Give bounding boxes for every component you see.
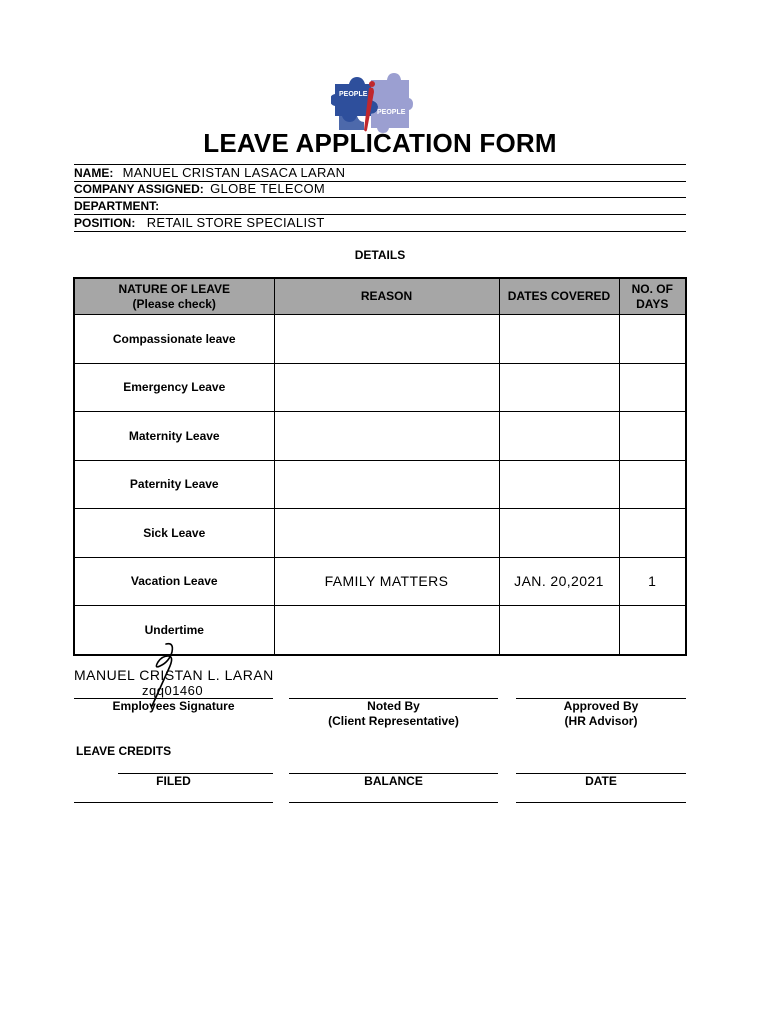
- employee-signature-label: [74, 699, 273, 714]
- logo-figure-head: [369, 81, 375, 87]
- header-no-of-days: [619, 278, 686, 315]
- leave-type-cell[interactable]: Paternity Leave: [74, 460, 274, 509]
- reason-cell[interactable]: [274, 606, 499, 655]
- dates-cell[interactable]: [499, 606, 619, 655]
- company-label: COMPANY ASSIGNED:: [74, 182, 204, 196]
- table-row: [74, 412, 686, 461]
- days-cell[interactable]: [619, 412, 686, 461]
- noted-by-line1: Noted By: [367, 699, 420, 713]
- department-label: DEPARTMENT:: [74, 199, 160, 213]
- table-row: [74, 315, 686, 364]
- header-dates-covered: DATES COVERED: [499, 278, 619, 315]
- header-nature-line2: (Please check): [132, 296, 216, 311]
- position-label: POSITION:: [74, 216, 136, 230]
- leave-credits-heading: LEAVE CREDITS: [76, 744, 172, 758]
- leave-type-cell[interactable]: Undertime: [74, 606, 274, 655]
- company-row: [74, 181, 686, 198]
- company-value[interactable]: GLOBE TELECOM: [210, 181, 326, 196]
- leave-type-cell[interactable]: Maternity Leave: [74, 412, 274, 461]
- table-row: [74, 557, 686, 606]
- filed-label: FILED: [156, 774, 191, 788]
- table-header-row: [74, 278, 686, 315]
- logo-word-top: PEOPLE: [339, 91, 368, 98]
- header-days-line1: NO. OF: [631, 281, 673, 296]
- days-cell[interactable]: [619, 606, 686, 655]
- approved-by-line2: (HR Advisor): [564, 714, 638, 728]
- dates-cell[interactable]: [499, 460, 619, 509]
- days-cell[interactable]: [619, 509, 686, 558]
- reason-cell[interactable]: [274, 363, 499, 412]
- reason-cell[interactable]: [274, 460, 499, 509]
- form-title: LEAVE APPLICATION FORM: [203, 128, 557, 158]
- approved-by-line1: Approved By: [563, 699, 639, 713]
- balance-input-line[interactable]: [289, 802, 498, 803]
- reason-cell[interactable]: FAMILY MATTERS: [274, 557, 499, 606]
- header-reason: REASON: [274, 278, 499, 315]
- dates-cell[interactable]: JAN. 20,2021: [499, 557, 619, 606]
- employee-signature-label-text: Employees Signature: [112, 699, 235, 713]
- department-row: [74, 198, 686, 215]
- reason-cell[interactable]: [274, 412, 499, 461]
- reason-cell[interactable]: [274, 509, 499, 558]
- balance-label: BALANCE: [364, 774, 423, 788]
- employee-printed-name: MANUEL CRISTAN L. LARAN: [74, 667, 274, 683]
- leave-type-cell[interactable]: Emergency Leave: [74, 363, 274, 412]
- name-value[interactable]: MANUEL CRISTAN LASACA LARAN: [122, 165, 346, 180]
- details-heading: DETAILS: [354, 248, 406, 262]
- position-row: [74, 215, 686, 232]
- header-days-line2: DAYS: [636, 296, 669, 311]
- date-label: DATE: [585, 774, 617, 788]
- dates-cell[interactable]: [499, 509, 619, 558]
- noted-by-label: [289, 699, 498, 729]
- name-row: [74, 164, 686, 182]
- company-logo: [331, 70, 413, 134]
- dates-cell[interactable]: [499, 315, 619, 364]
- days-cell[interactable]: [619, 363, 686, 412]
- header-nature-of-leave: [74, 278, 274, 315]
- leave-type-cell[interactable]: Compassionate leave: [74, 315, 274, 364]
- noted-by-line2: (Client Representative): [328, 714, 459, 728]
- employee-id: zqq01460: [142, 683, 204, 698]
- days-cell[interactable]: [619, 460, 686, 509]
- position-value[interactable]: RETAIL STORE SPECIALIST: [146, 215, 325, 230]
- leave-type-cell[interactable]: Vacation Leave: [74, 557, 274, 606]
- reason-cell[interactable]: [274, 315, 499, 364]
- dates-cell[interactable]: [499, 412, 619, 461]
- leave-details-table: [73, 277, 687, 656]
- approved-by-label: [516, 699, 686, 729]
- leave-type-cell[interactable]: Sick Leave: [74, 509, 274, 558]
- puzzle-piece-right: [371, 73, 413, 133]
- logo-word-bottom: PEOPLE: [377, 109, 406, 116]
- table-row: [74, 460, 686, 509]
- table-row: [74, 509, 686, 558]
- header-nature-line1: NATURE OF LEAVE: [118, 281, 231, 296]
- days-cell[interactable]: [619, 315, 686, 364]
- dates-cell[interactable]: [499, 363, 619, 412]
- name-label: NAME:: [74, 166, 114, 180]
- date-input-line[interactable]: [516, 802, 686, 803]
- days-cell[interactable]: 1: [619, 557, 686, 606]
- filed-input-line[interactable]: [74, 802, 273, 803]
- table-row: [74, 363, 686, 412]
